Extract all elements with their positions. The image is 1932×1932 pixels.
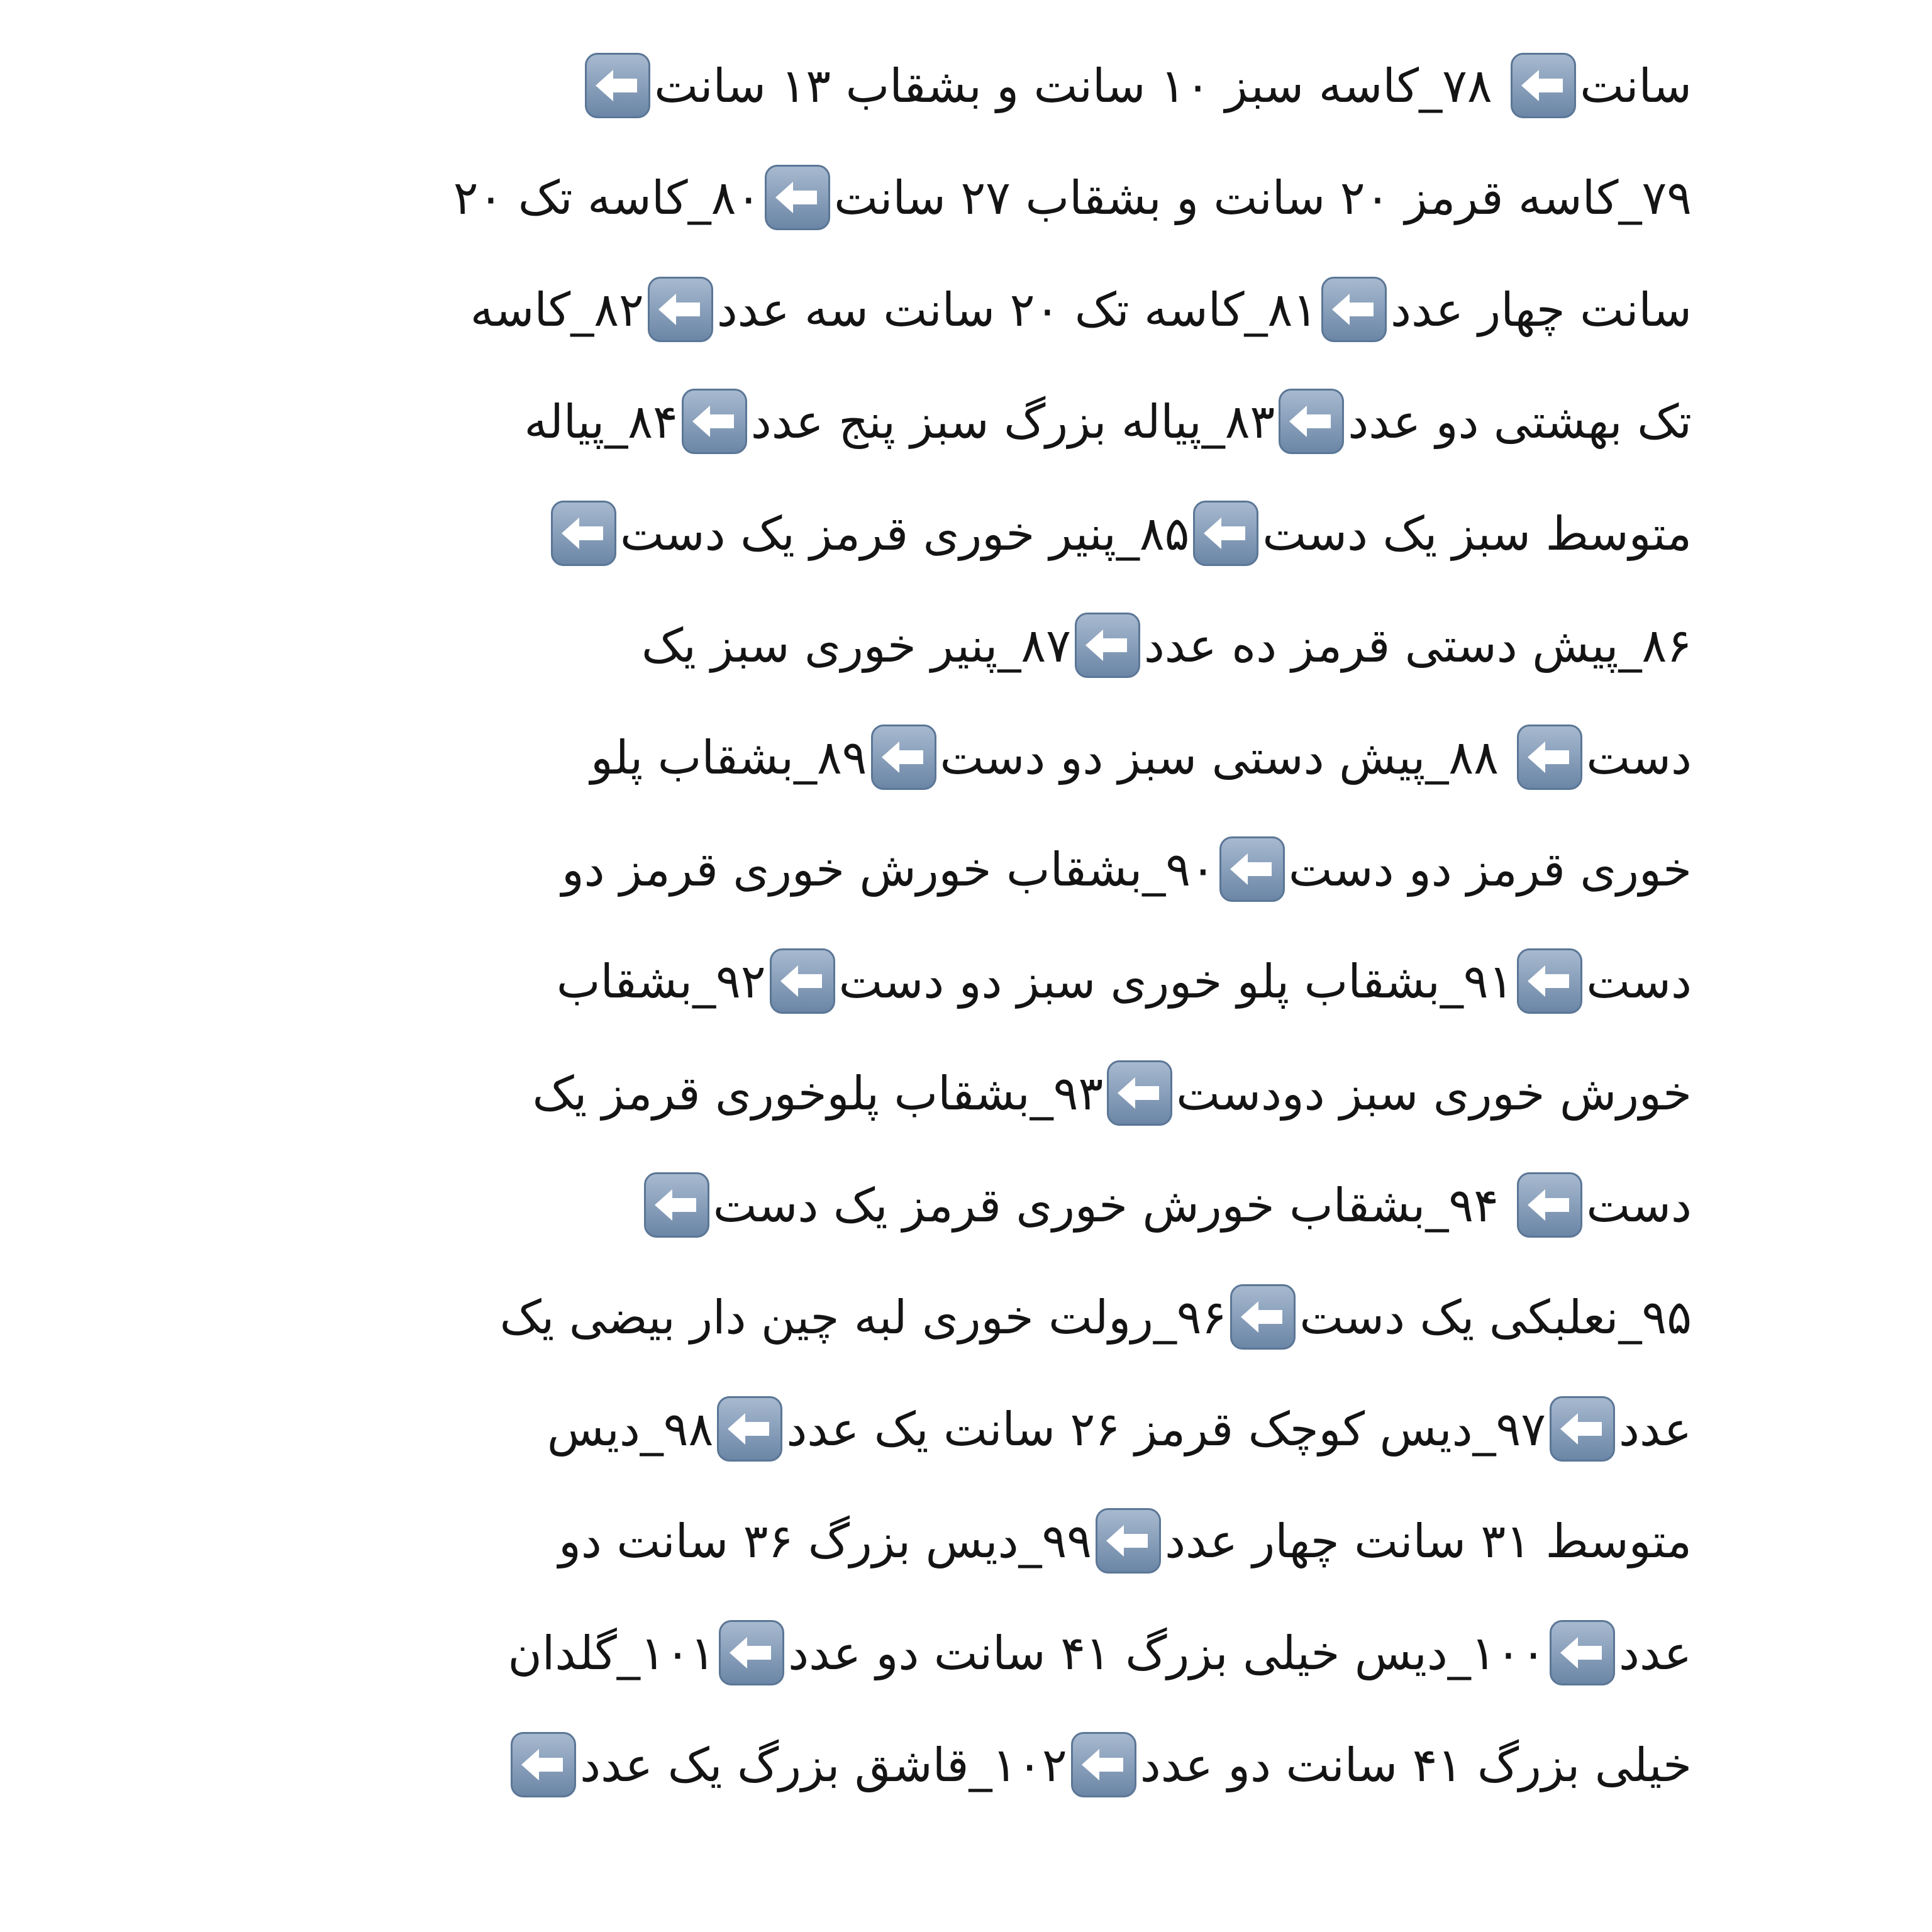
text-segment: ۹۳_بشقاب پلوخوری قرمز یک [532,1067,1104,1121]
text-segment: سانت [1580,59,1692,113]
text-segment: ۸۶_پیش دستی قرمز ده عدد [1143,619,1692,673]
text-line [308,1165,1692,1277]
text-line [308,1277,1692,1389]
left-arrow-button-icon [1193,501,1258,566]
text-segment: ۱۰۱_گلدان [508,1626,716,1680]
text-line [308,1389,1692,1501]
text-segment: متوسط سبز یک دست [1262,507,1692,561]
left-arrow-button-icon [1321,277,1387,342]
text-line [308,381,1692,493]
text-segment: سانت چهار عدد [1391,283,1692,337]
text-segment: ۱۰۰_دیس خیلی بزرگ ۴۱ سانت دو عدد [788,1626,1546,1680]
left-arrow-button-icon [1071,1732,1136,1797]
left-arrow-button-icon [1517,1172,1582,1238]
text-line [308,1053,1692,1165]
left-arrow-button-icon [765,165,830,230]
text-line [308,45,1692,157]
text-segment: ۸۳_پیاله بزرگ سبز پنج عدد [750,395,1275,449]
text-segment: متوسط ۳۱ سانت چهار عدد [1165,1514,1692,1568]
text-line [308,1613,1692,1724]
left-arrow-button-icon [770,948,835,1014]
text-line [308,157,1692,269]
text-segment: دست [1586,1179,1692,1233]
left-arrow-button-icon [717,1396,782,1462]
text-segment: خوری قرمز دو دست [1288,843,1692,897]
text-segment: ۸۱_کاسه تک ۲۰ سانت سه عدد [716,283,1318,337]
text-segment: ۸۵_پنیر خوری قرمز یک دست [619,507,1190,561]
text-segment: ۷۸_کاسه سبز ۱۰ سانت و بشقاب ۱۳ سانت [654,59,1507,113]
message-text-body [308,45,1692,1836]
left-arrow-button-icon [1517,724,1582,790]
left-arrow-button-icon [1075,613,1140,678]
left-arrow-button-icon [585,53,650,118]
text-segment: ۹۰_بشقاب خورش خوری قرمز دو [561,843,1216,897]
text-segment: ۸۹_بشقاب پلو [590,731,867,785]
left-arrow-button-icon [1511,53,1576,118]
text-segment: ۹۶_رولت خوری لبه چین دار بیضی یک [499,1291,1227,1345]
left-arrow-button-icon [1517,948,1582,1014]
text-segment: ۸۸_پیش دستی سبز دو دست [940,731,1514,785]
text-segment: ۹۲_بشقاب [556,955,766,1009]
text-segment: دست [1586,731,1692,785]
text-segment: ۹۴_بشقاب خورش خوری قرمز یک دست [713,1179,1514,1233]
left-arrow-button-icon [1230,1284,1296,1350]
text-line [308,605,1692,717]
text-segment: تک بهشتی دو عدد [1348,395,1692,449]
text-segment: دست [1586,955,1692,1009]
left-arrow-button-icon [1550,1620,1615,1685]
left-arrow-button-icon [1096,1508,1161,1574]
left-arrow-button-icon [1107,1060,1172,1126]
text-segment: ۸۰_کاسه تک ۲۰ [453,171,762,225]
text-line [308,829,1692,941]
text-segment: ۹۸_دیس [547,1402,714,1457]
text-line [308,269,1692,381]
text-segment: ۹۷_دیس کوچک قرمز ۲۶ سانت یک عدد [786,1402,1546,1457]
text-segment: خورش خوری سبز دودست [1176,1067,1692,1121]
text-line [308,1724,1692,1836]
text-line [308,717,1692,829]
text-line [308,493,1692,605]
left-arrow-button-icon [871,724,936,790]
text-line [308,1501,1692,1613]
text-segment: ۷۹_کاسه قرمز ۲۰ سانت و بشقاب ۲۷ سانت [834,171,1692,225]
text-segment: ۸۷_پنیر خوری سبز یک [641,619,1071,673]
left-arrow-button-icon [648,277,713,342]
left-arrow-button-icon [511,1732,576,1797]
text-segment: ۹۵_نعلبکی یک دست [1299,1291,1692,1345]
text-segment: خیلی بزرگ ۴۱ سانت دو عدد [1140,1738,1692,1792]
left-arrow-button-icon [1219,836,1285,902]
left-arrow-button-icon [682,389,747,454]
text-segment: ۱۰۲_قاشق بزرگ یک عدد [580,1738,1067,1792]
left-arrow-button-icon [551,501,616,566]
text-segment: ۹۱_بشقاب پلو خوری سبز دو دست [838,955,1514,1009]
left-arrow-button-icon [719,1620,784,1685]
left-arrow-button-icon [1279,389,1344,454]
text-line [308,941,1692,1053]
text-segment: ۸۴_پیاله [524,395,678,449]
left-arrow-button-icon [1550,1396,1615,1462]
text-segment: ۸۲_کاسه [470,283,644,337]
left-arrow-button-icon [644,1172,709,1238]
text-segment: ۹۹_دیس بزرگ ۳۶ سانت دو [558,1514,1092,1568]
text-segment: عدد [1619,1626,1692,1680]
text-segment: عدد [1619,1402,1692,1457]
